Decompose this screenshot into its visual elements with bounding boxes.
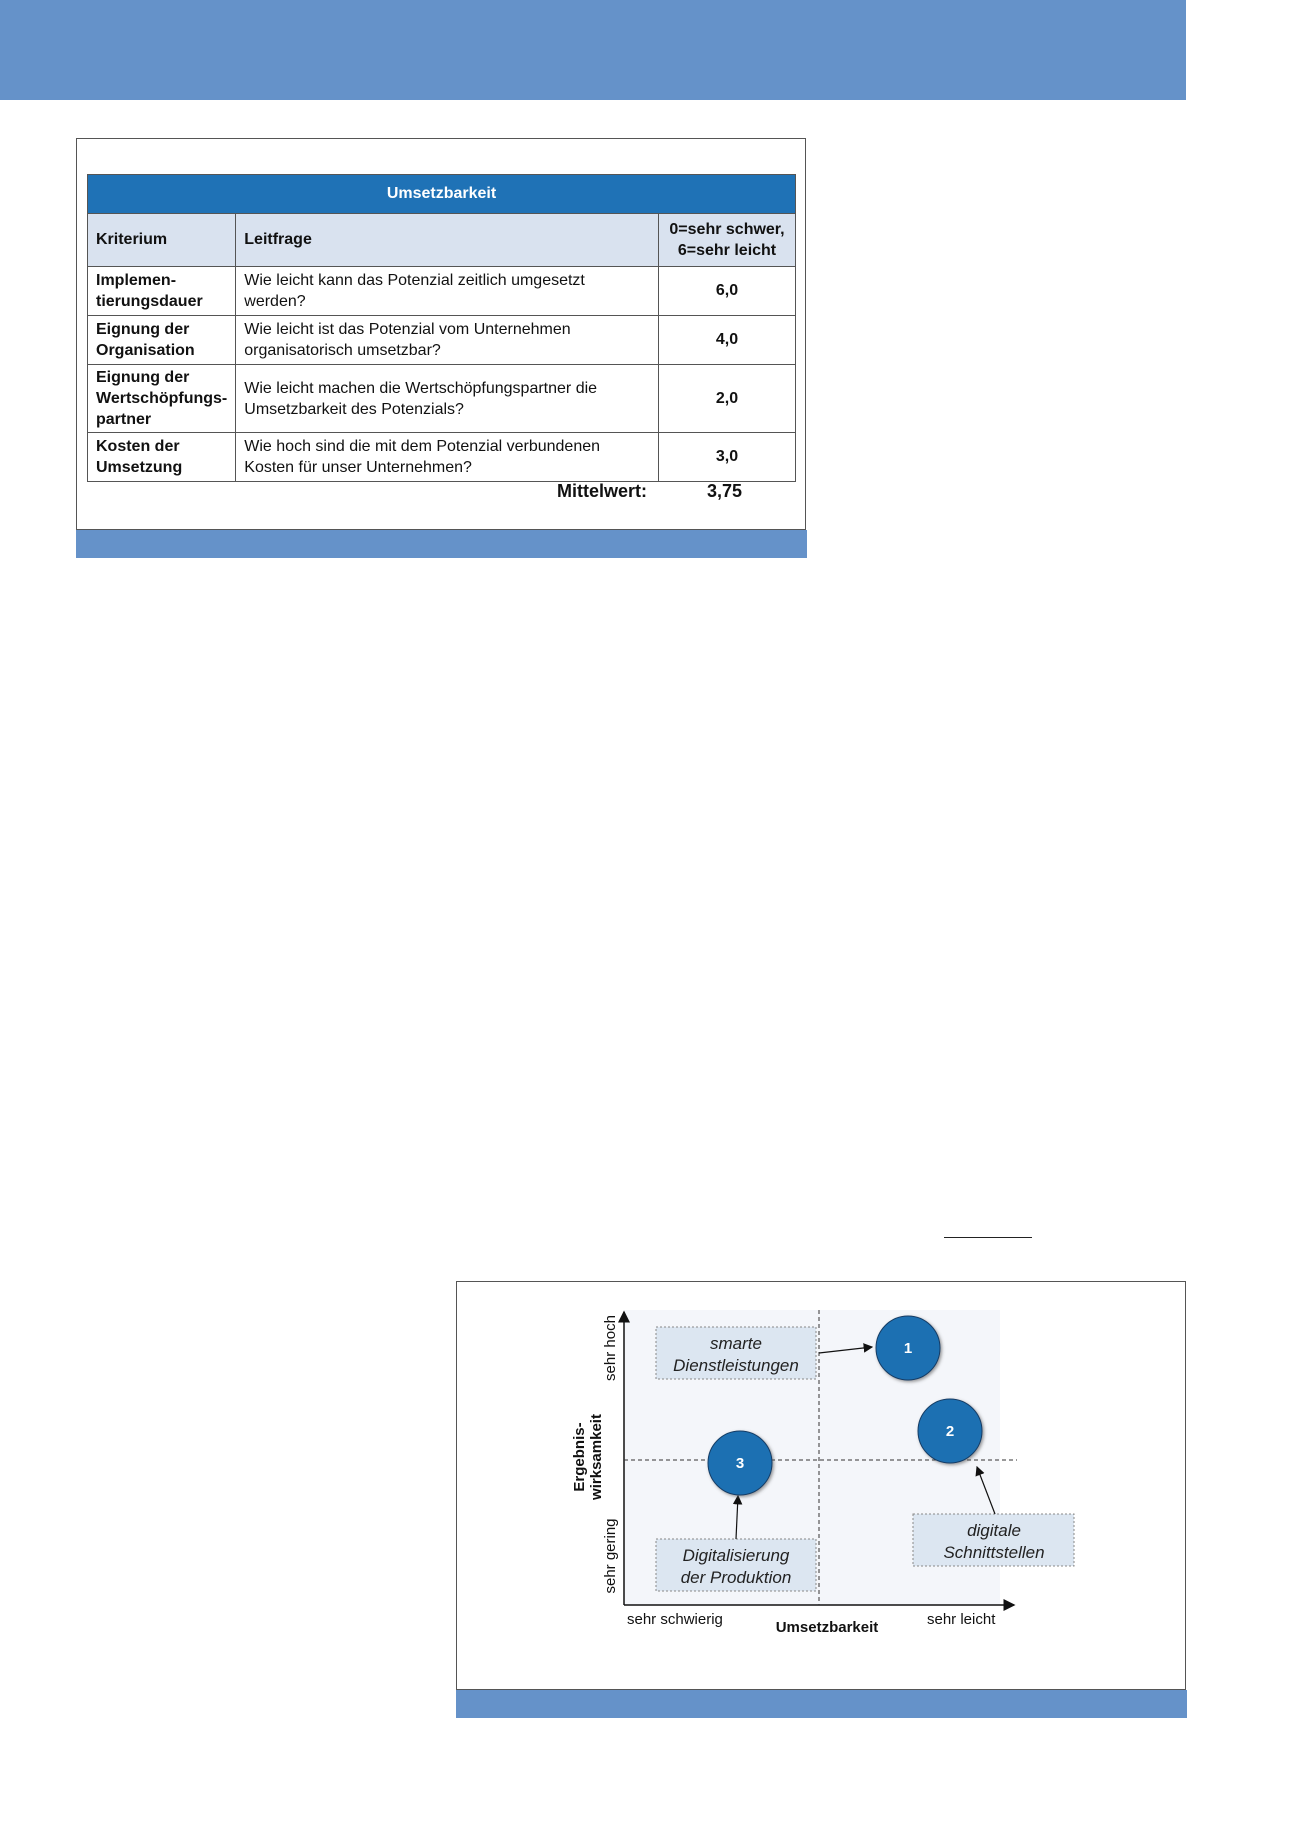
header-band <box>0 0 1186 100</box>
label-3-line2: der Produktion <box>680 1568 792 1587</box>
x-low-label: sehr schwierig <box>627 1611 723 1628</box>
bubble-3-id: 3 <box>735 1455 745 1472</box>
y-axis-label-line1: Ergebnis- <box>571 1422 588 1492</box>
x-high-label: sehr leicht <box>927 1611 996 1628</box>
portfolio-matrix-figure <box>456 1281 1186 1690</box>
underline-rule <box>944 1237 1032 1238</box>
y-high-label: sehr hoch <box>602 1315 619 1381</box>
table-footer-band <box>76 530 807 558</box>
label-1-line2: Dienstleistungen <box>673 1356 799 1375</box>
criterion-cell: Implemen- tierungsdauer <box>88 267 236 316</box>
table-title: Umsetzbarkeit <box>88 175 796 214</box>
table-row <box>88 365 796 433</box>
score-cell: 4,0 <box>659 316 796 365</box>
score-cell: 3,0 <box>659 433 796 482</box>
bubble-3 <box>708 1431 772 1495</box>
header-criterion: Kriterium <box>88 214 236 267</box>
y-axis-label-line2: wirksamkeit <box>588 1414 605 1500</box>
score-cell: 6,0 <box>659 267 796 316</box>
feasibility-table <box>87 174 796 482</box>
label-1-line1: smarte <box>710 1334 762 1353</box>
criterion-cell: Eignung der Wertschöpfungs- partner <box>88 365 236 433</box>
label-2-line1: digitale <box>967 1521 1021 1540</box>
mean-value: 3,75 <box>707 481 743 501</box>
bubble-2 <box>918 1399 982 1463</box>
question-cell: Wie leicht kann das Potenzial zeitlich umgesetzt werden? <box>236 267 659 316</box>
question-cell: Wie leicht machen die Wertschöpfungspartner die Umsetzbarkeit des Potenzials? <box>236 365 659 433</box>
bubble-1-id: 1 <box>903 1340 913 1357</box>
feasibility-table-figure <box>76 138 806 530</box>
chart-footer-band <box>456 1690 1187 1718</box>
mean-label: Mittelwert: <box>557 481 647 501</box>
header-question: Leitfrage <box>236 214 659 267</box>
question-cell: Wie hoch sind die mit dem Potenzial verbundenen Kosten für unser Unternehmen? <box>236 433 659 482</box>
portfolio-matrix <box>457 1282 1187 1691</box>
label-2-line2: Schnittstellen <box>943 1543 1045 1562</box>
bubble-2-id: 2 <box>945 1423 955 1440</box>
label-3-line1: Digitalisierung <box>682 1546 790 1565</box>
score-cell: 2,0 <box>659 365 796 433</box>
header-scale: 0=sehr schwer, 6=sehr leicht <box>659 214 796 267</box>
question-cell: Wie leicht ist das Potenzial vom Unternehmen organisatorisch umsetzbar? <box>236 316 659 365</box>
bubble-1 <box>876 1316 940 1380</box>
y-low-label: sehr gering <box>602 1518 619 1594</box>
x-axis-label: Umsetzbarkeit <box>775 1619 879 1636</box>
criterion-cell: Kosten der Umsetzung <box>88 433 236 482</box>
table-row <box>88 433 796 482</box>
table-row <box>88 267 796 316</box>
table-row <box>88 316 796 365</box>
criterion-cell: Eignung der Organisation <box>88 316 236 365</box>
